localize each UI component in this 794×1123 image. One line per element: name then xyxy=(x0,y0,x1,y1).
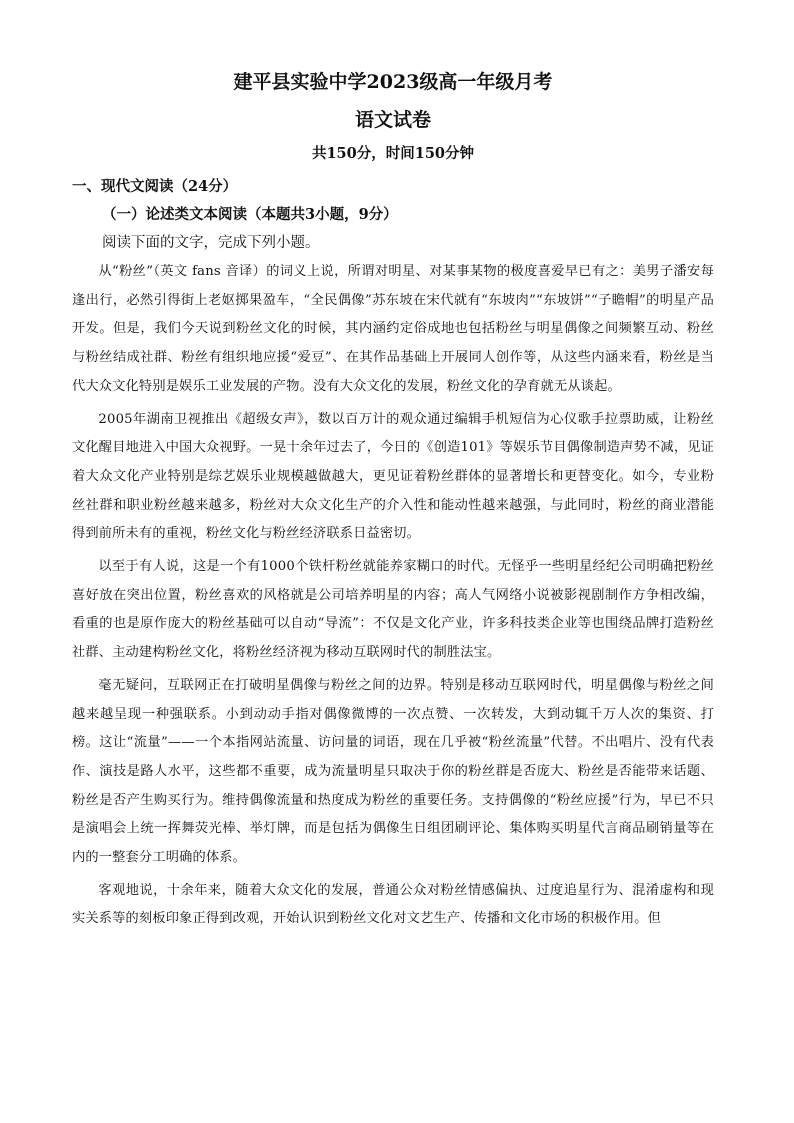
passage-paragraph-4: 毫无疑问，互联网正在打破明星偶像与粉丝之间的边界。特别是移动互联网时代，明星偶像与粉丝之间越来越呈现一种强联系。小到动动手指对偶像微博的一次点赞、一次转发，大到动辄千万人次的集资、打榜。这让“流量”——一个本指网站流量、访问量的词语，现在几乎被“粉丝流量”代替。不出唱片、没有代表作、演技是路人水平，这些都不重要，成为流量明星只取决于你的粉丝群是否庞大、粉丝是否能带来话题、粉丝是否产生购买行为。维持偶像流量和热度成为粉丝的重要任务。支持偶像的“粉丝应援”行为，早已不只是演唱会上统一挥舞荧光棒、举灯牌，而是包括为偶像生日组团刷评论、集体购买明星代言商品刷销量等在内的一整套分工明确的体系。 xyxy=(72,677,714,866)
subsection-heading: （一）论述类文本阅读（本题共3小题，9分） xyxy=(102,206,398,223)
section-heading: 一、现代文阅读（24分） xyxy=(72,178,238,195)
exam-title: 建平县实验中学2023级高一年级月考 xyxy=(233,71,553,93)
exam-subject: 语文试卷 xyxy=(354,109,431,131)
passage-paragraph-5: 客观地说，十余年来，随着大众文化的发展，普通公众对粉丝情感偏执、过度追星行为、混淆虚构和现实关系等的刻板印象正得到改观，开始认识到粉丝文化对文艺生产、传播和文化市场的积极作用。但 xyxy=(72,882,714,927)
exam-info: 共150分，时间150分钟 xyxy=(311,145,475,162)
passage-paragraph-1: 从“粉丝”（英文 fans 音译）的词义上说，所谓对明星、对某事某物的极度喜爱早已有之：美男子潘安每逢出行，必然引得街上老妪掷果盈车，“全民偶像”苏东坡在宋代就有“东坡肉”“东坡饼”“子瞻帽”的明星产品开发。但是，我们今天说到粉丝文化的时候，其内涵约定俗成地也包括粉丝与明星偶像之间频繁互动、粉丝与粉丝结成社群、粉丝有组织地应援“爱豆”、在其作品基础上开展同人创作等，从这些内涵来看，粉丝是当代大众文化特别是娱乐工业发展的产物。没有大众文化的发展，粉丝文化的孕育就无从谈起。 xyxy=(72,264,714,394)
passage-paragraph-3: 以至于有人说，这是一个有1000个铁杆粉丝就能养家糊口的时代。无怪乎一些明星经纪公司明确把粉丝喜好放在突出位置，粉丝喜欢的风格就是公司培养明星的内容；高人气网络小说被影视剧制作方争相改编，看重的也是原作庞大的粉丝基础可以自动“导流”：不仅是文化产业，许多科技类企业等也围绕品牌打造粉丝社群、主动建构粉丝文化，将粉丝经济视为移动互联网时代的制胜法宝。 xyxy=(72,559,714,661)
reading-instruction: 阅读下面的文字，完成下列小题。 xyxy=(102,235,320,251)
passage-paragraph-2: 2005年湖南卫视推出《超级女声》，数以百万计的观众通过编辑手机短信为心仪歌手拉票助威，让粉丝文化醒目地进入中国大众视野。一晃十余年过去了，今日的《创造101》等娱乐节目偶像制造声势不减，见证着大众文化产业特别是综艺娱乐业规模越做越大，更见证着粉丝群体的显著增长和更替变化。如今，专业粉丝社群和职业粉丝越来越多，粉丝对大众文化生产的介入性和能动性越来越强，与此同时，粉丝的商业潜能得到前所未有的重视，粉丝文化与粉丝经济联系日益密切。 xyxy=(72,411,714,542)
